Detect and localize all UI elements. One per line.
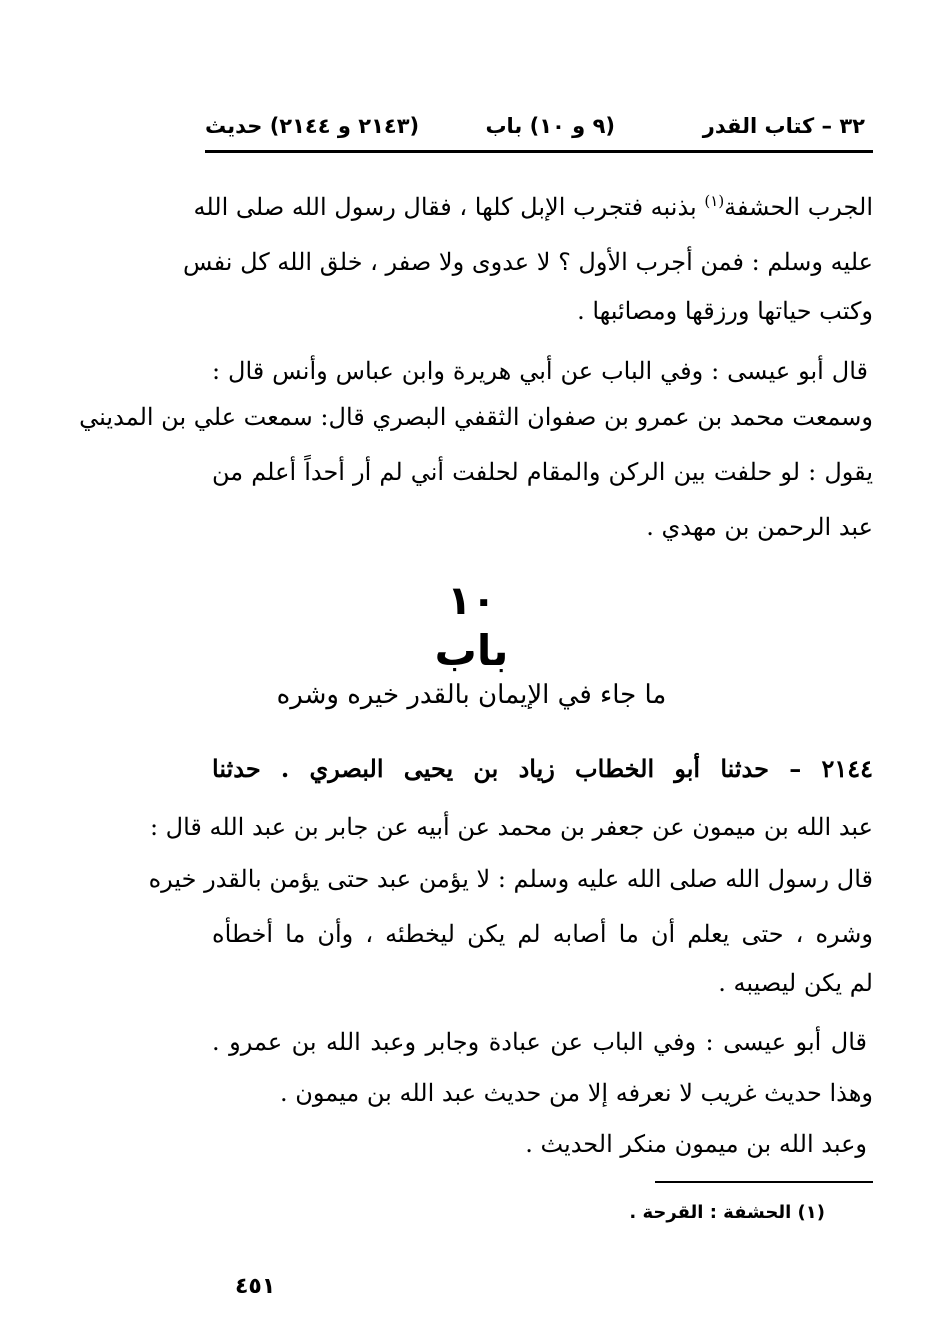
section-heading: باب [434,626,509,675]
page-number: ٤٥١ [235,1274,276,1299]
section-number: ١٠ [447,578,496,624]
hadith-line5: لم يكن ليصيبه . [718,969,873,997]
para3-line2: وهذا حديث غريب لا نعرفه إلا من حديث عبد الله بن ميمون . [280,1079,873,1107]
footnote: (١) الحشفة : القرحة . [629,1202,825,1223]
hadith-line3: قال رسول الله صلى الله عليه وسلم : لا يؤمن عبد حتى يؤمن بالقدر خيره [148,865,873,893]
hadith-line1: ٢١٤٤ – حدثنا أبو الخطاب زياد بن يحيى البصري . حدثنا [212,754,873,783]
para2-line1: قال أبو عيسى : وفي الباب عن أبي هريرة وابن عباس وأنس قال : [212,357,868,385]
text-span: بذنبه فتجرب الإبل كلها ، فقال رسول الله صلى الله [193,193,697,221]
running-header [205,108,865,148]
header-chapter: ٣٢ – كتاب القدر [702,114,865,138]
para2-line4: عبد الرحمن بن مهدي . [646,513,873,541]
para2-line2: وسمعت محمد بن عمرو بن صفوان الثقفي البصري قال: سمعت علي بن المديني [79,403,873,431]
para3-line1: قال أبو عيسى : وفي الباب عن عبادة وجابر وعبد الله بن عمرو . [212,1028,867,1056]
section-title: ما جاء في الإيمان بالقدر خيره وشره [276,680,667,710]
para1-line1 [193,184,873,224]
hadith-line4: وشره ، حتى يعلم أن ما أصابه لم يكن ليخطئه ، وأن ما أخطأه [212,920,873,948]
header-hadith-range: (٢١٤٣ و ٢١٤٤) حديث [205,114,420,138]
para2-line3: يقول : لو حلفت بين الركن والمقام لحلفت أني لم أر أحداً أعلم من [212,458,873,486]
hadith-line2: عبد الله بن ميمون عن جعفر بن محمد عن أبيه عن جابر بن عبد الله قال : [149,813,873,841]
footnote-divider [655,1181,873,1183]
para1-line3: وكتب حياتها ورزقها ومصائبها . [577,297,873,325]
footnote-ref: (١) [704,192,725,210]
text-span: الجرب الحشفة [724,193,873,221]
header-divider [205,150,873,153]
para1-line2: عليه وسلم : فمن أجرب الأول ؟ لا عدوى ولا صفر ، خلق الله كل نفس [183,248,873,276]
para3-line3: وعبد الله بن ميمون منكر الحديث . [525,1130,867,1158]
header-chapter-sections: (٩ و ١٠) باب [485,114,615,138]
